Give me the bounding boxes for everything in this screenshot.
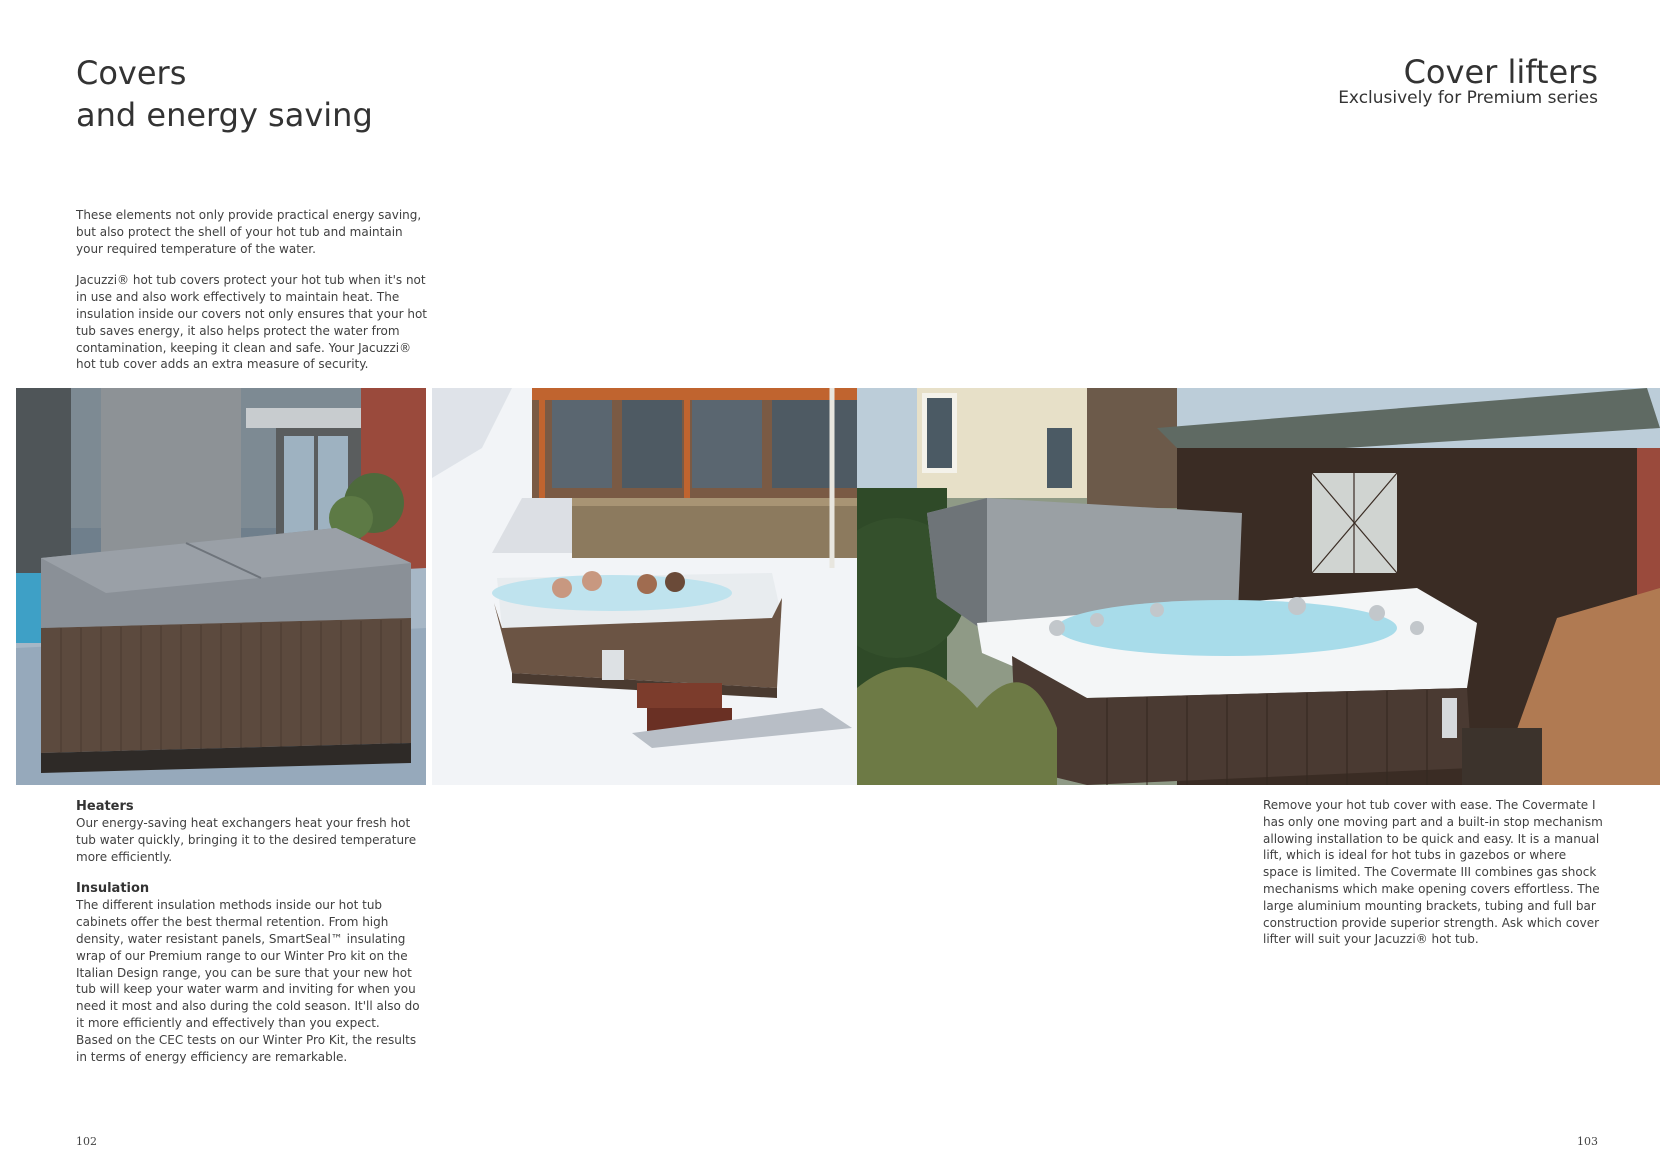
intro-paragraph-1: These elements not only provide practical energy saving, but also protect the shell of your hot tub and maintain your required temperature of the water. bbox=[76, 208, 422, 256]
insulation-text: The different insulation methods inside our hot tub cabinets offer the best thermal retention. From high density, water resistant panels, SmartSeal™ insulating wrap of our Premium range to our Winter Pro kit on the Italian Design range, you can be sure that your new hot tub will keep your water warm and inviting for when you need it most and also during the cold season. It'll also do it more efficiently and effectively than you expect. bbox=[76, 898, 420, 1030]
photo-hot-tub-in-snow bbox=[432, 388, 857, 785]
page-title-cover-lifters: Cover lifters bbox=[1403, 53, 1598, 91]
heaters-heading: Heaters bbox=[76, 799, 134, 814]
title-line-1: Covers bbox=[76, 54, 187, 92]
page-number-right: 103 bbox=[1577, 1135, 1598, 1148]
right-column-text bbox=[1263, 797, 1603, 948]
insulation-heading: Insulation bbox=[76, 881, 150, 897]
intro-text bbox=[76, 207, 428, 373]
insulation-text-2: Based on the CEC tests on our Winter Pro Kit, the results in terms of energy efficiency are remarkable. bbox=[76, 1032, 417, 1064]
page-number-left: 102 bbox=[76, 1135, 97, 1148]
title-line-2: and energy saving bbox=[76, 96, 373, 134]
cover-lifters-text: Remove your hot tub cover with ease. The Covermate I has only one moving part and a built-in stop mechanism allowing installation to be quick and easy. It is a manual lift, which is ideal for hot tubs in gazebos or where space is limited. The Covermate III combines gas shock mechanisms which make opening covers effortless. The large aluminium mounting brackets, tubing and full bar construction provide superior strength. Ask which cover lifter will suit your Jacuzzi® hot tub. bbox=[1263, 798, 1603, 947]
left-column-text bbox=[76, 798, 428, 1065]
photo-covered-hot-tub bbox=[16, 388, 426, 785]
intro-paragraph-2: Jacuzzi® hot tub covers protect your hot tub when it's not in use and also work effectively to maintain heat. The insulation inside our covers not only ensures that your hot tub saves energy, it also helps protect the water from contamination, keeping it clean and safe. Your Jacuzzi® hot tub cover adds an extra measure of security. bbox=[76, 273, 428, 372]
photo-cover-lifter bbox=[857, 388, 1660, 785]
subtitle-premium-series: Exclusively for Premium series bbox=[1338, 88, 1598, 108]
heaters-text: Our energy-saving heat exchangers heat your fresh hot tub water quickly, bringing it to the desired temperature more efficiently. bbox=[76, 816, 417, 864]
page-title-covers bbox=[76, 52, 373, 136]
